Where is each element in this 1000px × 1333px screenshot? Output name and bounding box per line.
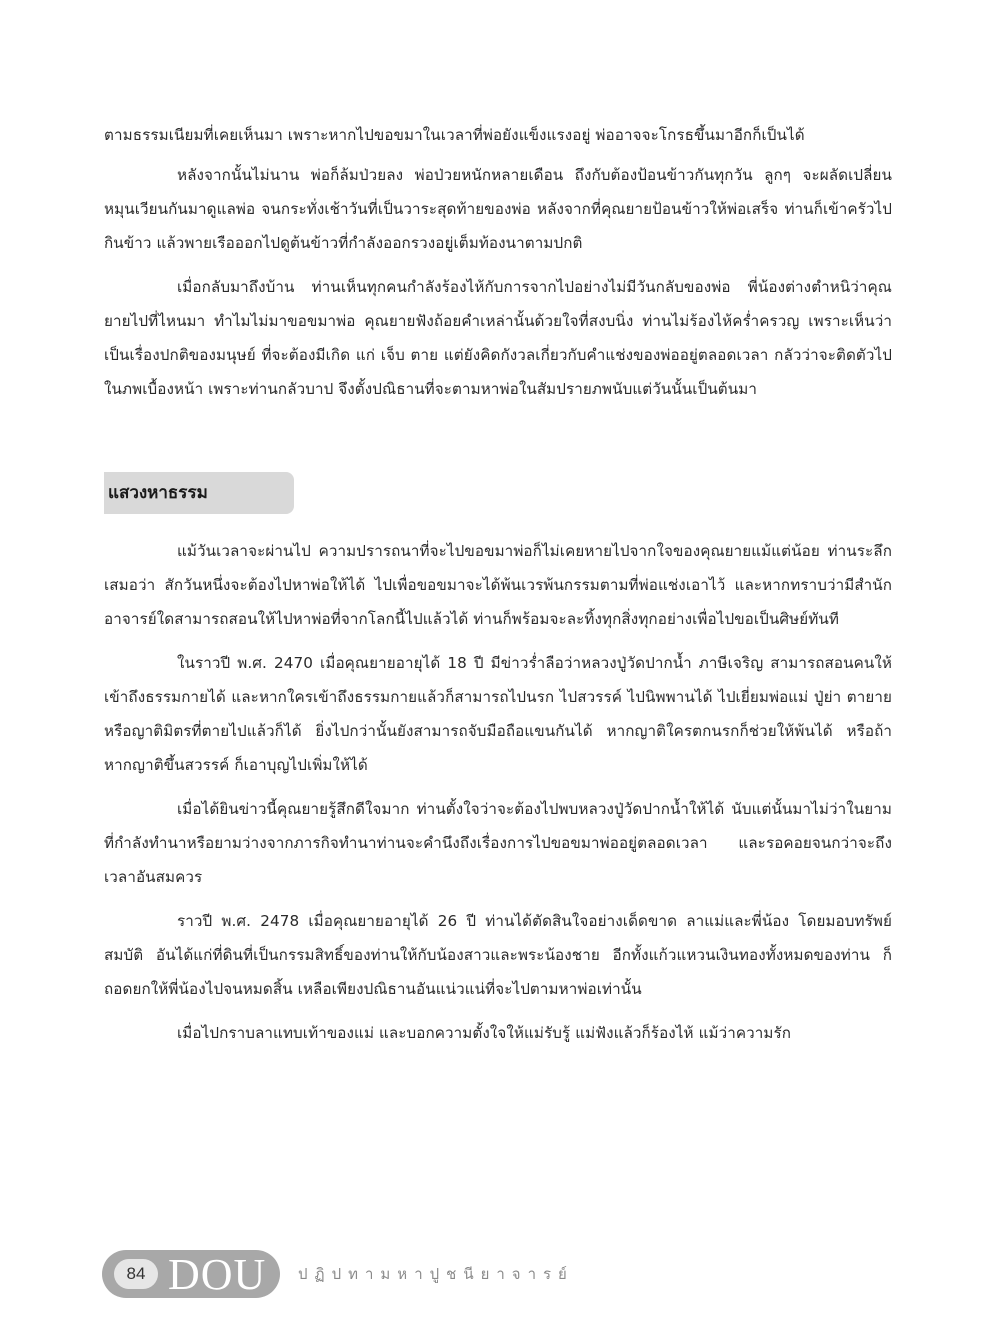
footer-badge <box>102 1250 280 1298</box>
paragraph-continuation: ตามธรรมเนียมที่เคยเห็นมา เพราะหากไปขอขมาในเวลาที่พ่อยังแข็งแรงอยู่ พ่ออาจจะโกรธขึ้นมาอีกก็เป็นได้ <box>104 126 805 144</box>
paragraph: ในราวปี พ.ศ. 2470 เมื่อคุณยายอายุได้ 18 ปี มีข่าวร่ำลือว่าหลวงปู่วัดปากน้ำ ภาษีเจริญ สามารถสอนคนให้เข้าถึงธรรมกายได้ และหากใครเข้าถึงธรรมกายแล้วก็สามารถไปนรก ไปสวรรค์ ไปนิพพานได้ ไปเยี่ยมพ่อแม่ ปู่ย่า ตายาย หรือญาติมิตรที่ตายไปแล้วก็ได้ ยิ่งไปกว่านั้นยังสามารถจับมือถือแขนกันได้ หากญาติใครตกนรกก็ช่วยให้พ้นได้ หรือถ้าหากญาติขึ้นสวรรค์ ก็เอาบุญไปเพิ่มให้ได้ <box>104 654 892 774</box>
page-number: 84 <box>114 1259 158 1289</box>
paragraph: แม้วันเวลาจะผ่านไป ความปรารถนาที่จะไปขอขมาพ่อก็ไม่เคยหายไปจากใจของคุณยายแม้แต่น้อย ท่านระลึกเสมอว่า สักวันหนึ่งจะต้องไปหาพ่อให้ได้ ไปเพื่อขอขมาจะได้พ้นเวรพ้นกรรมตามที่พ่อแช่งเอาไว้ และหากทราบว่ามีสำนักอาจารย์ใดสามารถสอนให้ไปหาพ่อที่จากโลกนี้ไปแล้วได้ ท่านก็พร้อมจะละทิ้งทุกสิ่งทุกอย่างเพื่อไปขอเป็นศิษย์ทันที <box>104 542 892 628</box>
paragraph: หลังจากนั้นไม่นาน พ่อก็ล้มป่วยลง พ่อป่วยหนักหลายเดือน ถึงกับต้องป้อนข้าวกันทุกวัน ลูกๆ จะผลัดเปลี่ยนหมุนเวียนกันมาดูแลพ่อ จนกระทั่งเช้าวันที่เป็นวาระสุดท้ายของพ่อ หลังจากที่คุณยายป้อนข้าวให้พ่อเสร็จ ท่านก็เข้าครัวไปกินข้าว แล้วพายเรือออกไปดูต้นข้าวที่กำลังออกรวงอยู่เต็มท้องนาตามปกติ <box>104 166 892 252</box>
paragraph: ราวปี พ.ศ. 2478 เมื่อคุณยายอายุได้ 26 ปี ท่านได้ตัดสินใจอย่างเด็ดขาด ลาแม่และพี่น้อง โดยมอบทรัพย์สมบัติ อันได้แก่ที่ดินที่เป็นกรรมสิทธิ์ของท่านให้กับน้องสาวและพระน้องชาย อีกทั้งแก้วแหวนเงินทองทั้งหมดของท่าน ก็ถอดยกให้พี่น้องไปจนหมดสิ้น เหลือเพียงปณิธานอันแน่วแน่ที่จะไปตามหาพ่อเท่านั้น <box>104 912 892 998</box>
paragraph: เมื่อไปกราบลาแทบเท้าของแม่ และบอกความตั้งใจให้แม่รับรู้ แม่ฟังแล้วก็ร้องไห้ แม้ว่าความรัก <box>177 1024 792 1042</box>
dou-logo: DOU <box>168 1250 267 1299</box>
book-title: ปฏิปทามหาปูชนียาจารย์ <box>298 1265 574 1283</box>
paragraph: เมื่อได้ยินข่าวนี้คุณยายรู้สึกดีใจมาก ท่านตั้งใจว่าจะต้องไปพบหลวงปู่วัดปากน้ำให้ได้ นับแต่นั้นมาไม่ว่าในยามที่กำลังทำนาหรือยามว่างจากภารกิจทำนาท่านจะคำนึงถึงเรื่องการไปขอขมาพ่ออยู่ตลอดเวลา และรอคอยจนกว่าจะถึงเวลาอันสมควร <box>104 800 892 886</box>
section-heading: แสวงหาธรรม <box>104 472 294 514</box>
body-content <box>104 118 892 1060</box>
paragraph: เมื่อกลับมาถึงบ้าน ท่านเห็นทุกคนกำลังร้องไห้กับการจากไปอย่างไม่มีวันกลับของพ่อ พี่น้องต่างตำหนิว่าคุณยายไปที่ไหนมา ทำไมไม่มาขอขมาพ่อ คุณยายฟังถ้อยคำเหล่านั้นด้วยใจที่สงบนิ่ง ท่านไม่ร้องไห้คร่ำครวญ เพราะเห็นว่าเป็นเรื่องปกติของมนุษย์ ที่จะต้องมีเกิด แก่ เจ็บ ตาย แต่ยังคิดกังวลเกี่ยวกับคำแช่งของพ่ออยู่ตลอดเวลา กลัวว่าจะติดตัวไปในภพเบื้องหน้า เพราะท่านกลัวบาป จึงตั้งปณิธานที่จะตามหาพ่อในสัมปรายภพนับแต่วันนั้นเป็นต้นมา <box>104 278 892 398</box>
page-footer <box>102 1250 902 1300</box>
